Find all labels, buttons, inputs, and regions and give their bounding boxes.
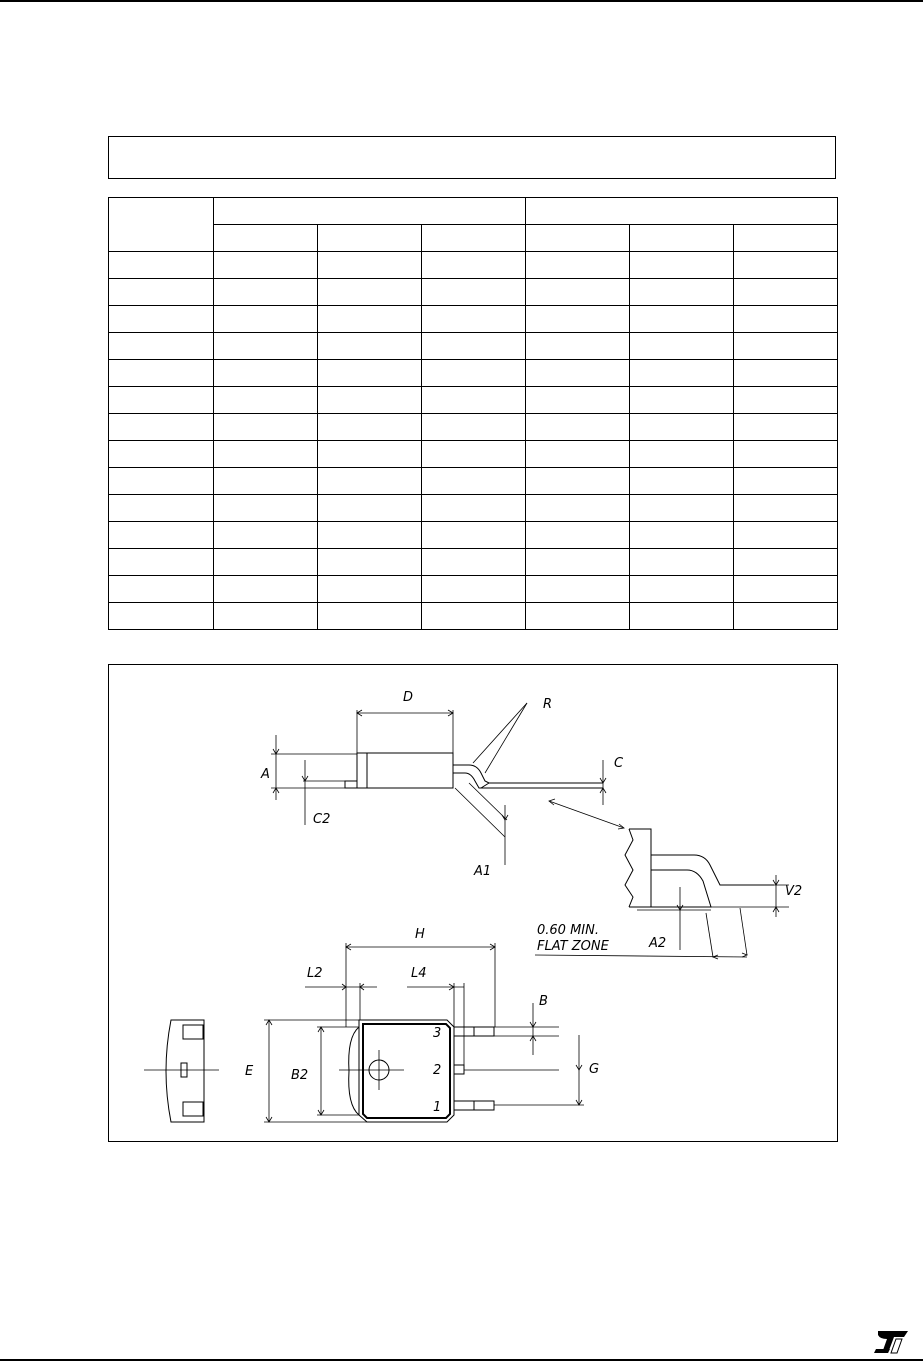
- pin-label-2: 2: [433, 1063, 442, 1078]
- table-cell: [318, 252, 422, 279]
- table-cell: [734, 360, 838, 387]
- table-header-cell: [109, 198, 214, 252]
- table-cell: [526, 306, 630, 333]
- table-cell: [318, 468, 422, 495]
- dim-label-a: A: [261, 767, 270, 782]
- table-cell: [630, 603, 734, 630]
- table-cell: [109, 495, 214, 522]
- table-cell: [109, 522, 214, 549]
- flat-zone-label-1: 0.60 MIN.: [537, 923, 599, 938]
- table-header-cell: [214, 198, 526, 225]
- table-row: [109, 522, 838, 549]
- table-cell: [214, 549, 318, 576]
- table-cell: [109, 603, 214, 630]
- dim-label-r: R: [543, 697, 553, 712]
- table-cell: [422, 441, 526, 468]
- table-row: [109, 603, 838, 630]
- table-row: [109, 279, 838, 306]
- table-cell: [422, 252, 526, 279]
- table-cell: [214, 387, 318, 414]
- table-cell: [109, 279, 214, 306]
- table-row: [109, 576, 838, 603]
- table-cell: [526, 333, 630, 360]
- table-cell: [422, 306, 526, 333]
- table-header-row: [109, 198, 838, 225]
- table-cell: [734, 522, 838, 549]
- table-cell: [214, 306, 318, 333]
- table-cell: [318, 279, 422, 306]
- table-cell: [630, 252, 734, 279]
- table-row: [109, 441, 838, 468]
- table-cell: [630, 549, 734, 576]
- table-cell: [318, 414, 422, 441]
- table-cell: [630, 306, 734, 333]
- table-cell: [318, 387, 422, 414]
- table-cell: [526, 441, 630, 468]
- table-row: [109, 360, 838, 387]
- table-cell: [630, 333, 734, 360]
- end-view: [144, 1020, 219, 1122]
- table-cell: [214, 468, 318, 495]
- table-subheader-row: [109, 225, 838, 252]
- table-cell: [214, 333, 318, 360]
- table-cell: [630, 495, 734, 522]
- table-row: [109, 306, 838, 333]
- table-header-cell: [318, 225, 422, 252]
- table-cell: [214, 441, 318, 468]
- table-cell: [526, 576, 630, 603]
- package-drawing-svg: [109, 665, 839, 1143]
- package-body-side: [357, 753, 453, 788]
- table-cell: [630, 441, 734, 468]
- pin-label-3: 3: [433, 1026, 442, 1041]
- table-header-cell: [526, 225, 630, 252]
- table-cell: [734, 333, 838, 360]
- dim-label-g: G: [589, 1062, 600, 1077]
- table-cell: [109, 549, 214, 576]
- dim-label-l4: L4: [411, 966, 427, 981]
- table-cell: [214, 414, 318, 441]
- table-cell: [214, 522, 318, 549]
- table-cell: [630, 468, 734, 495]
- table-cell: [734, 414, 838, 441]
- table-header-cell: [422, 225, 526, 252]
- table-row: [109, 252, 838, 279]
- table-header-cell: [526, 198, 838, 225]
- table-cell: [630, 360, 734, 387]
- table-row: [109, 549, 838, 576]
- table-cell: [526, 414, 630, 441]
- table-row: [109, 468, 838, 495]
- table-cell: [526, 468, 630, 495]
- table-cell: [109, 576, 214, 603]
- dim-label-v2: V2: [785, 884, 803, 899]
- table-cell: [630, 522, 734, 549]
- table-cell: [422, 387, 526, 414]
- dim-label-a2: A2: [649, 936, 667, 951]
- flat-zone-label-2: FLAT ZONE: [537, 939, 609, 954]
- dim-label-e: E: [245, 1064, 254, 1079]
- dimensions-table: [108, 197, 838, 630]
- table-cell: [526, 603, 630, 630]
- table-row: [109, 495, 838, 522]
- table-title-box: [108, 136, 836, 179]
- table-cell: [318, 360, 422, 387]
- table-cell: [318, 333, 422, 360]
- table-header-cell: [214, 225, 318, 252]
- table-cell: [422, 522, 526, 549]
- table-body: [109, 252, 838, 630]
- table-cell: [734, 576, 838, 603]
- table-cell: [318, 603, 422, 630]
- table-header-cell: [734, 225, 838, 252]
- table-cell: [526, 252, 630, 279]
- table-cell: [214, 576, 318, 603]
- table-cell: [526, 549, 630, 576]
- table-cell: [318, 522, 422, 549]
- table-cell: [630, 576, 734, 603]
- table-row: [109, 333, 838, 360]
- table-cell: [734, 603, 838, 630]
- table-cell: [422, 333, 526, 360]
- table-cell: [630, 279, 734, 306]
- table-cell: [734, 468, 838, 495]
- table-cell: [214, 495, 318, 522]
- table-cell: [734, 495, 838, 522]
- table-cell: [734, 549, 838, 576]
- table-row: [109, 387, 838, 414]
- table-cell: [214, 603, 318, 630]
- table-cell: [318, 549, 422, 576]
- table-cell: [526, 387, 630, 414]
- table-cell: [422, 468, 526, 495]
- side-view: [271, 703, 624, 865]
- table-cell: [109, 306, 214, 333]
- dim-label-l2: L2: [307, 966, 323, 981]
- table-cell: [630, 387, 734, 414]
- table-cell: [214, 252, 318, 279]
- table-cell: [734, 306, 838, 333]
- dim-label-c: C: [614, 756, 624, 771]
- table-cell: [109, 333, 214, 360]
- table-cell: [734, 387, 838, 414]
- dim-label-h: H: [415, 927, 425, 942]
- table-cell: [734, 279, 838, 306]
- table-cell: [318, 306, 422, 333]
- table-cell: [526, 522, 630, 549]
- table-cell: [318, 495, 422, 522]
- table-cell: [734, 441, 838, 468]
- top-rule: [0, 0, 923, 2]
- package-outline-drawing: [108, 664, 838, 1142]
- table-cell: [422, 414, 526, 441]
- table-cell: [734, 252, 838, 279]
- table-cell: [422, 576, 526, 603]
- table-cell: [422, 549, 526, 576]
- table-cell: [526, 360, 630, 387]
- table-cell: [526, 495, 630, 522]
- dim-label-a1: A1: [474, 864, 492, 879]
- dim-label-b: B: [539, 994, 548, 1009]
- table-cell: [109, 414, 214, 441]
- table-cell: [109, 252, 214, 279]
- table-cell: [422, 603, 526, 630]
- dim-label-d: D: [403, 690, 414, 705]
- table-cell: [318, 576, 422, 603]
- table-cell: [422, 495, 526, 522]
- table-cell: [214, 360, 318, 387]
- table-cell: [109, 468, 214, 495]
- table-header-cell: [630, 225, 734, 252]
- bottom-rule: [0, 1359, 923, 1361]
- table-row: [109, 414, 838, 441]
- table-cell: [109, 441, 214, 468]
- table-cell: [109, 387, 214, 414]
- pin-label-1: 1: [433, 1100, 442, 1115]
- dim-label-c2: C2: [313, 812, 331, 827]
- table-cell: [630, 414, 734, 441]
- table-cell: [422, 360, 526, 387]
- table-cell: [526, 279, 630, 306]
- dim-label-b2: B2: [291, 1068, 309, 1083]
- table-cell: [214, 279, 318, 306]
- table-cell: [109, 360, 214, 387]
- table-cell: [422, 279, 526, 306]
- table-cell: [318, 441, 422, 468]
- st-logo-icon: [874, 1327, 910, 1355]
